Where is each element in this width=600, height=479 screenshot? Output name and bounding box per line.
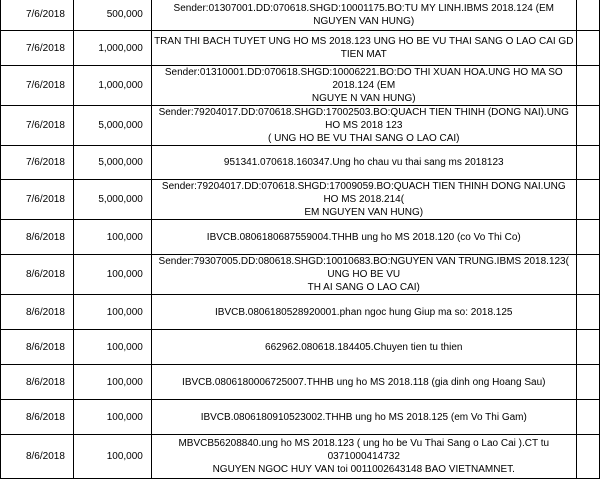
- table-body: [1, 0, 600, 479]
- amount-cell[interactable]: 100,000: [73, 220, 151, 255]
- description-cell[interactable]: [151, 180, 576, 220]
- empty-cell[interactable]: [576, 365, 599, 400]
- description-cell[interactable]: [151, 365, 576, 400]
- amount-cell[interactable]: 500,000: [73, 0, 151, 31]
- empty-cell[interactable]: [576, 400, 599, 435]
- date-cell[interactable]: 7/6/2018: [1, 180, 74, 220]
- description-line: Sender:01307001.DD:070618.SHGD:10001175.BO:TU MY LINH.IBMS 2018.124 (EM NGUYEN VAN HUNG): [173, 2, 554, 27]
- description-line: IBVCB.0806180910523002.THHB ung ho MS 2018.125 (em Vo Thi Gam): [200, 411, 527, 423]
- table-row: [1, 220, 600, 255]
- description-cell[interactable]: [151, 220, 576, 255]
- table-row: [1, 400, 600, 435]
- amount-cell[interactable]: 1,000,000: [73, 66, 151, 106]
- date-cell[interactable]: 8/6/2018: [1, 330, 74, 365]
- table-row: [1, 0, 600, 31]
- description-cell[interactable]: [151, 31, 576, 66]
- description-cell[interactable]: [151, 435, 576, 479]
- empty-cell[interactable]: [576, 220, 599, 255]
- empty-cell[interactable]: [576, 66, 599, 106]
- description-line: 951341.070618.160347.Ung ho chau vu thai sang ms 2018123: [223, 157, 504, 168]
- amount-cell[interactable]: 100,000: [73, 400, 151, 435]
- empty-cell[interactable]: [576, 31, 599, 66]
- table-row: [1, 330, 600, 365]
- description-line: EM NGUYEN VAN HUNG): [304, 207, 424, 218]
- date-cell[interactable]: 8/6/2018: [1, 220, 74, 255]
- description-line: 662962.080618.184405.Chuyen tien tu thien: [265, 341, 463, 353]
- description-line: IBVCB.0806180687559004.THHB ung ho MS 2018.120 (co Vo Thi Co): [206, 231, 521, 243]
- table-row: [1, 31, 600, 66]
- date-cell[interactable]: 8/6/2018: [1, 400, 74, 435]
- date-cell[interactable]: 7/6/2018: [1, 0, 74, 31]
- empty-cell[interactable]: [576, 330, 599, 365]
- description-cell[interactable]: [151, 255, 576, 295]
- empty-cell[interactable]: [576, 146, 599, 180]
- description-line: Sender:79204017.DD:070618.SHGD:17009059.BO:QUACH TIEN THINH DONG NAI.UNG HO MS 2018.214(: [161, 181, 566, 205]
- table-row: [1, 146, 600, 180]
- amount-cell[interactable]: 5,000,000: [73, 180, 151, 220]
- empty-cell[interactable]: [576, 295, 599, 330]
- empty-cell[interactable]: [576, 180, 599, 220]
- table-row: [1, 180, 600, 220]
- empty-cell[interactable]: [576, 0, 599, 31]
- description-cell[interactable]: [151, 295, 576, 330]
- description-line: NGUYE N VAN HUNG): [311, 93, 416, 104]
- description-line: IBVCB.0806180528920001.phan ngoc hung Giup ma so: 2018.125: [215, 306, 513, 318]
- date-cell[interactable]: 7/6/2018: [1, 106, 74, 146]
- description-cell[interactable]: [151, 0, 576, 31]
- table-row: [1, 255, 600, 295]
- table-row: [1, 435, 600, 479]
- description-line: Sender:79204017.DD:070618.SHGD:17002503.BO:QUACH TIEN THINH (DONG NAI).UNG HO MS 2018 123: [158, 107, 569, 131]
- description-line: NGUYEN NGOC HUY VAN toi 0011002643148 BAO VIETNAMNET.: [212, 464, 515, 475]
- date-cell[interactable]: 7/6/2018: [1, 146, 74, 180]
- date-cell[interactable]: 8/6/2018: [1, 295, 74, 330]
- table-row: [1, 66, 600, 106]
- date-cell[interactable]: 8/6/2018: [1, 255, 74, 295]
- description-cell[interactable]: [151, 106, 576, 146]
- amount-cell[interactable]: 5,000,000: [73, 106, 151, 146]
- table-row: [1, 295, 600, 330]
- amount-cell[interactable]: 100,000: [73, 255, 151, 295]
- empty-cell[interactable]: [576, 435, 599, 479]
- date-cell[interactable]: 8/6/2018: [1, 365, 74, 400]
- description-line: IBVCB.0806180006725007.THHB ung ho MS 2018.118 (gia dinh ong Hoang Sau): [182, 376, 546, 388]
- amount-cell[interactable]: 100,000: [73, 330, 151, 365]
- table-row: [1, 365, 600, 400]
- date-cell[interactable]: 7/6/2018: [1, 31, 74, 66]
- amount-cell[interactable]: 100,000: [73, 295, 151, 330]
- amount-cell[interactable]: 5,000,000: [73, 146, 151, 180]
- description-cell[interactable]: [151, 400, 576, 435]
- table-row: [1, 106, 600, 146]
- description-cell[interactable]: [151, 330, 576, 365]
- description-line: TRAN THI BACH TUYET UNG HO MS 2018.123 UNG HO BE VU THAI SANG O LAO CAI GD TIEN MAT: [154, 36, 574, 60]
- amount-cell[interactable]: 1,000,000: [73, 31, 151, 66]
- date-cell[interactable]: 8/6/2018: [1, 435, 74, 479]
- date-cell[interactable]: 7/6/2018: [1, 66, 74, 106]
- description-line: Sender:79307005.DD:080618.SHGD:10010683.BO:NGUYEN VAN TRUNG.IBMS 2018.123( UNG HO BE VU: [158, 256, 569, 280]
- empty-cell[interactable]: [576, 106, 599, 146]
- description-line: TH AI SANG O LAO CAI): [307, 282, 420, 293]
- description-line: Sender:01310001.DD:070618.SHGD:10006221.BO:DO THI XUAN HOA.UNG HO MA SO 2018.124 (EM: [164, 67, 563, 91]
- description-line: MBVCB56208840.ung ho MS 2018.123 ( ung ho be Vu Thai Sang o Lao Cai ).CT tu 0371000414732: [178, 438, 550, 462]
- description-cell[interactable]: [151, 66, 576, 106]
- empty-cell[interactable]: [576, 255, 599, 295]
- description-line: ( UNG HO BE VU THAI SANG O LAO CAI): [268, 133, 460, 144]
- amount-cell[interactable]: 100,000: [73, 435, 151, 479]
- description-cell[interactable]: [151, 146, 576, 180]
- amount-cell[interactable]: 100,000: [73, 365, 151, 400]
